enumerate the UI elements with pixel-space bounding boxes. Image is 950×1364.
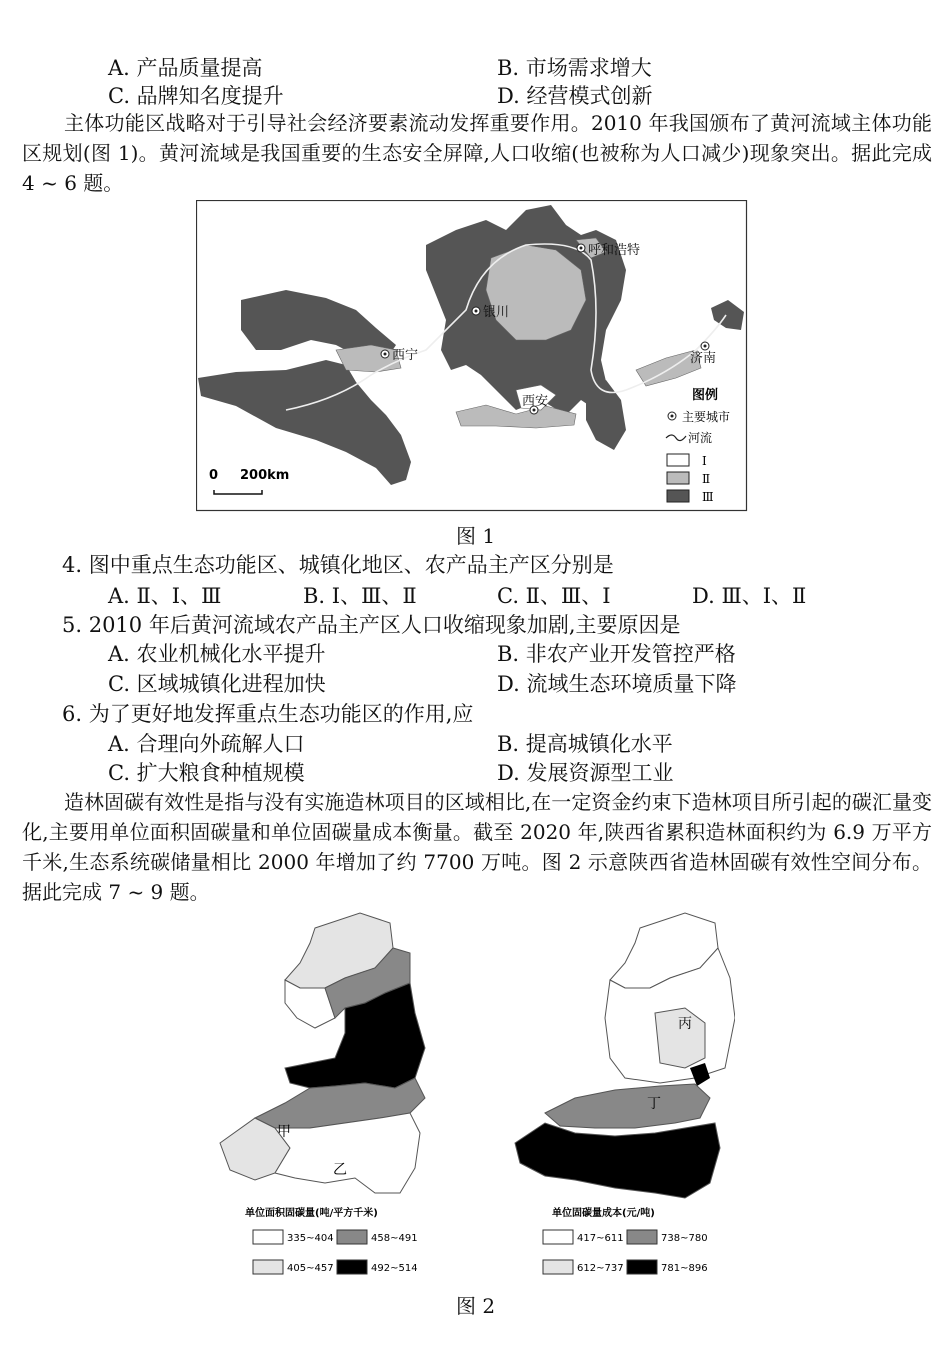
svg-text:405~457: 405~457 [287,1263,334,1274]
q4-option-b: B. Ⅰ、Ⅲ、Ⅱ [303,584,417,608]
q5-option-b: B. 非农产业开发管控严格 [497,642,736,666]
right-south-black [515,1123,720,1198]
svg-text:银川: 银川 [483,305,510,320]
svg-text:西安: 西安 [522,394,549,409]
intro-paragraph-2: 造林固碳有效性是指与没有实施造林项目的区域相比,在一定资金约束下造林项目所引起的碳汇量变化,主要用单位面积固碳量和单位固碳量成本衡量。截至 2020 年,陕西省累积造林面积约为 6.9 万平方千米,生态系统碳储量相比 2000 年增加了约 7700 万吨。图 2 示意陕西省造林固碳有效性空间分布。据此完成 7 ~ 9 题。 [22,790,932,904]
svg-text:济南: 济南 [690,351,717,366]
right-band [545,1084,710,1128]
svg-text:417~611: 417~611 [577,1233,624,1244]
q4-stem: 4. 图中重点生态功能区、城镇化地区、农产品主产区分别是 [62,553,614,577]
svg-text:西宁: 西宁 [392,348,419,363]
label-bing: 丙 [678,1016,692,1032]
legend-river: 河流 [688,431,713,445]
map-cost-per-carbon [515,913,735,1274]
q6-stem: 6. 为了更好地发挥重点生态功能区的作用,应 [62,702,474,726]
q5-stem: 5. 2010 年后黄河流域农产品主产区人口收缩现象加剧,主要原因是 [62,613,681,637]
q4-option-c: C. Ⅱ、Ⅲ、Ⅰ [497,584,611,608]
figure-1-map [196,200,748,512]
q5-option-d: D. 流域生态环境质量下降 [497,672,737,696]
q6-option-d: D. 发展资源型工业 [497,761,674,785]
legend-class-1: Ⅰ [702,454,707,468]
svg-text:492~514: 492~514 [371,1263,418,1274]
label-jia: 甲 [277,1124,291,1140]
svg-text:612~737: 612~737 [577,1263,624,1274]
label-yi: 乙 [333,1162,347,1178]
legend-class-2: Ⅱ [702,472,711,486]
option-c-prev: C. 品牌知名度提升 [108,84,284,108]
scale-zero: 0 [209,468,219,483]
q5-option-c: C. 区域城镇化进程加快 [108,672,326,696]
q4-option-d: D. Ⅲ、Ⅰ、Ⅱ [692,584,807,608]
left-legend-title: 单位面积固碳量(吨/平方千米) [245,1208,378,1219]
q6-option-b: B. 提高城镇化水平 [497,732,673,756]
svg-text:458~491: 458~491 [371,1233,418,1244]
label-ding: 丁 [647,1096,661,1112]
figure-1-caption: 图 1 [456,524,496,548]
svg-text:呼和浩特: 呼和浩特 [588,243,641,258]
scale-label: 200km [240,468,290,483]
right-legend-title: 单位固碳量成本(元/吨) [552,1208,655,1219]
legend-class-3: Ⅲ [702,490,714,504]
q5-option-a: A. 农业机械化水平提升 [108,642,326,666]
svg-text:781~896: 781~896 [661,1263,708,1274]
option-a-prev: A. 产品质量提高 [108,56,263,80]
svg-text:738~780: 738~780 [661,1233,708,1244]
q6-option-a: A. 合理向外疏解人口 [108,732,305,756]
svg-text:335~404: 335~404 [287,1233,334,1244]
option-d-prev: D. 经营模式创新 [497,84,653,108]
q4-option-a: A. Ⅱ、Ⅰ、Ⅲ [108,584,222,608]
legend-city: 主要城市 [682,410,731,424]
figure-2-maps [215,908,735,1288]
option-b-prev: B. 市场需求增大 [497,56,652,80]
legend-title: 图例 [692,388,719,403]
map-carbon-per-area [220,913,425,1274]
figure-2-caption: 图 2 [456,1294,496,1318]
intro-paragraph-1: 主体功能区战略对于引导社会经济要素流动发挥重要作用。2010 年我国颁布了黄河流域主体功能区规划(图 1)。黄河流域是我国重要的生态安全屏障,人口收缩(也被称为人口减少)现象突出。据此完成 4 ~ 6 题。 [22,111,932,195]
q6-option-c: C. 扩大粮食种植规模 [108,761,305,785]
